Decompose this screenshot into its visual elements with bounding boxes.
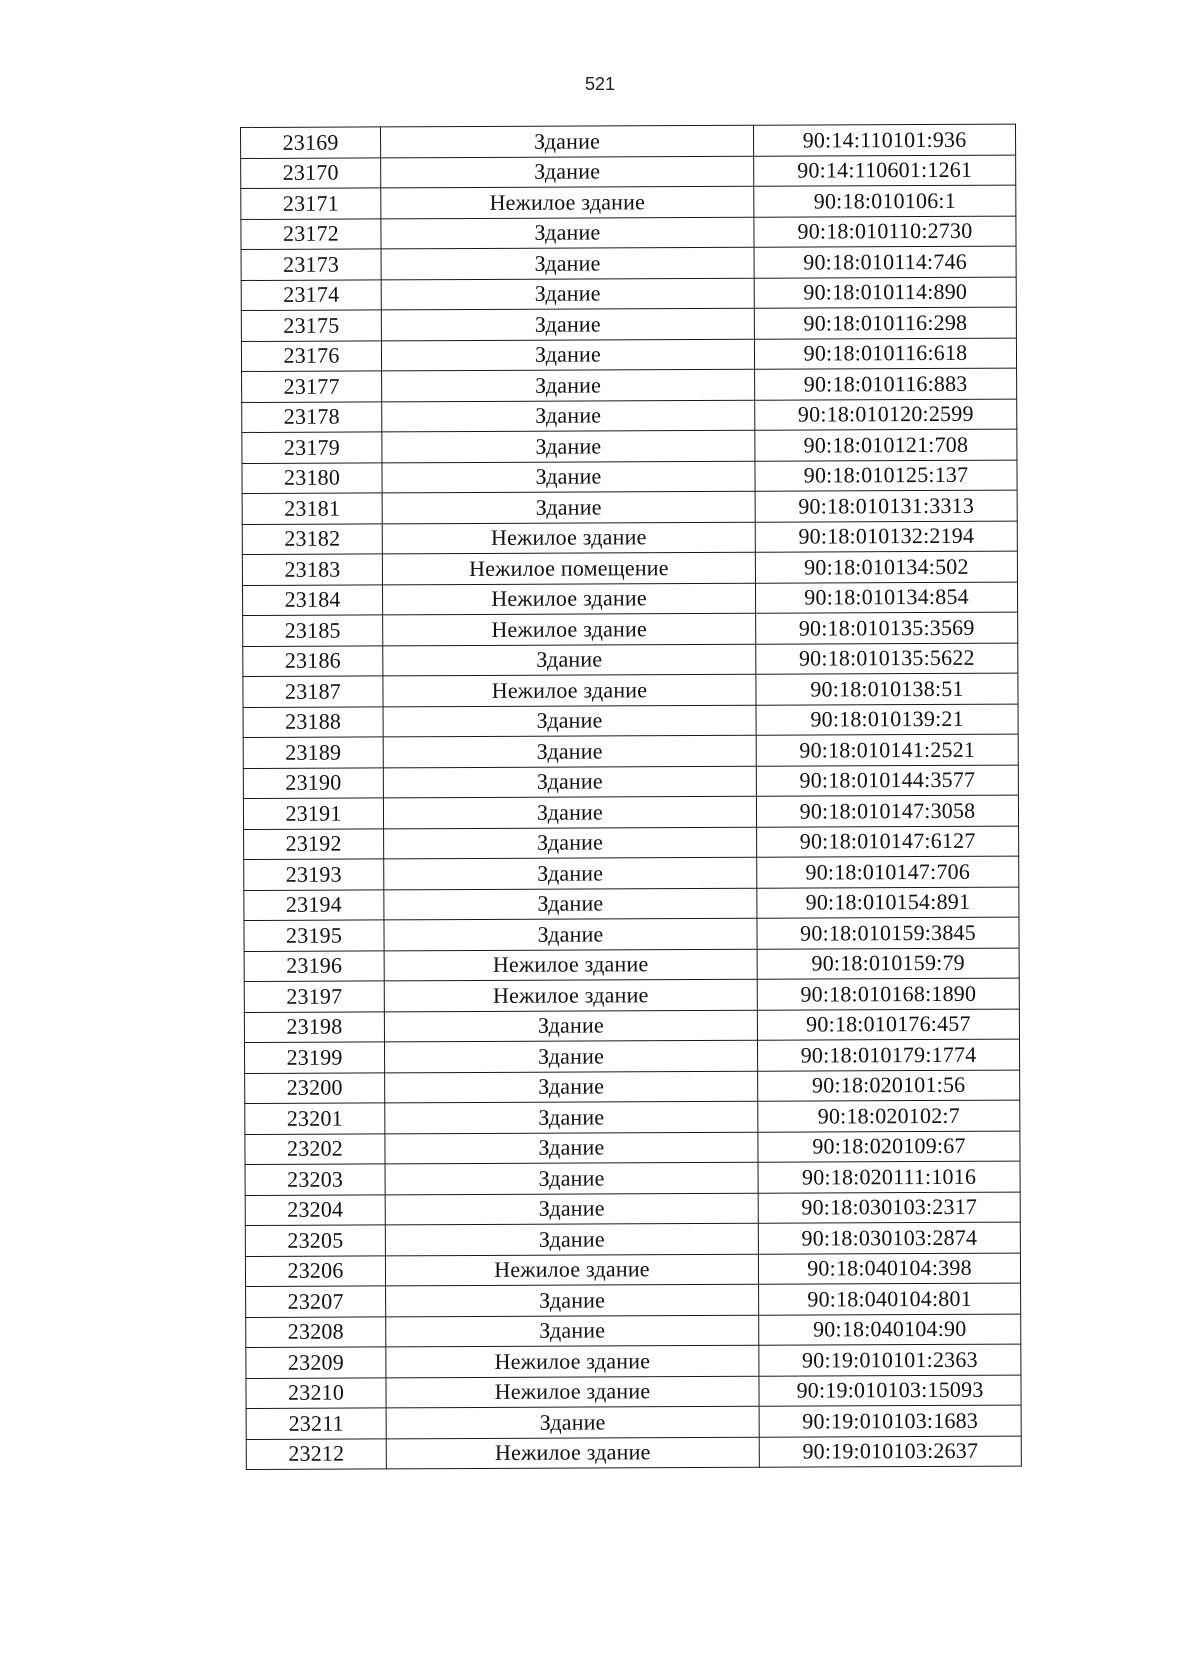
object-type-cell: Здание — [381, 278, 754, 310]
row-number-cell: 23199 — [244, 1042, 384, 1073]
row-number-cell: 23178 — [242, 401, 382, 432]
cadastral-number-cell: 90:18:020101:56 — [758, 1070, 1020, 1102]
table-row — [243, 795, 1018, 829]
row-number-cell: 23206 — [245, 1255, 385, 1286]
row-number-cell: 23193 — [244, 859, 384, 890]
row-number-cell: 23185 — [243, 615, 383, 646]
cadastral-number-cell: 90:18:010121:708 — [755, 429, 1017, 461]
row-number-cell: 23180 — [242, 462, 382, 493]
row-number-cell: 23197 — [244, 981, 384, 1012]
object-type-cell: Здание — [384, 888, 757, 920]
table-row — [244, 1039, 1019, 1073]
object-type-cell: Здание — [381, 247, 754, 279]
cadastral-number-cell: 90:18:010144:3577 — [756, 765, 1018, 797]
table-row — [245, 1222, 1020, 1256]
row-number-cell: 23201 — [245, 1103, 385, 1134]
cadastral-number-cell: 90:19:010103:1683 — [759, 1405, 1021, 1437]
row-number-cell: 23212 — [246, 1438, 386, 1469]
cadastral-number-cell: 90:18:010135:5622 — [756, 643, 1018, 675]
object-type-cell: Здание — [383, 796, 756, 828]
cadastral-number-cell: 90:18:020102:7 — [758, 1100, 1020, 1132]
row-number-cell: 23169 — [241, 127, 381, 158]
object-type-cell: Здание — [382, 461, 755, 493]
row-number-cell: 23205 — [245, 1225, 385, 1256]
table-row — [241, 124, 1016, 158]
cadastral-number-cell: 90:18:020109:67 — [758, 1131, 1020, 1163]
object-type-cell: Нежилое здание — [386, 1437, 759, 1469]
object-type-cell: Здание — [385, 1132, 758, 1164]
object-type-cell: Здание — [382, 491, 755, 523]
table-row — [241, 307, 1016, 341]
cadastral-number-cell: 90:18:010110:2730 — [754, 216, 1016, 248]
table-row — [241, 216, 1016, 250]
object-type-cell: Здание — [385, 1193, 758, 1225]
row-number-cell: 23188 — [243, 706, 383, 737]
row-number-cell: 23209 — [246, 1347, 386, 1378]
table-row — [242, 521, 1017, 555]
cadastral-number-cell: 90:18:040104:90 — [759, 1314, 1021, 1346]
table-row — [241, 277, 1016, 311]
cadastral-number-cell: 90:18:010134:502 — [755, 551, 1017, 583]
cadastral-number-cell: 90:18:010159:79 — [757, 948, 1019, 980]
table-row — [244, 978, 1019, 1012]
object-type-cell: Здание — [382, 400, 755, 432]
table-row — [241, 185, 1016, 219]
row-number-cell: 23198 — [244, 1011, 384, 1042]
table-row — [245, 1192, 1020, 1226]
object-type-cell: Здание — [384, 918, 757, 950]
row-number-cell: 23196 — [244, 950, 384, 981]
row-number-cell: 23208 — [246, 1316, 386, 1347]
table-row — [246, 1405, 1021, 1439]
table-row — [243, 673, 1018, 707]
object-type-cell: Здание — [383, 705, 756, 737]
table-row — [242, 551, 1017, 585]
object-type-cell: Здание — [386, 1284, 759, 1316]
row-number-cell: 23172 — [241, 218, 381, 249]
object-type-cell: Здание — [381, 339, 754, 371]
cadastral-number-cell: 90:19:010103:15093 — [759, 1375, 1021, 1407]
cadastral-number-cell: 90:18:010135:3569 — [756, 612, 1018, 644]
cadastral-number-cell: 90:18:010114:890 — [754, 277, 1016, 309]
cadastral-number-cell: 90:18:010154:891 — [757, 887, 1019, 919]
cadastral-number-cell: 90:18:010106:1 — [754, 185, 1016, 217]
object-type-cell: Нежилое здание — [385, 1254, 758, 1286]
row-number-cell: 23181 — [242, 493, 382, 524]
row-number-cell: 23203 — [245, 1164, 385, 1195]
table-row — [241, 338, 1016, 372]
row-number-cell: 23192 — [244, 828, 384, 859]
table-row — [241, 246, 1016, 280]
row-number-cell: 23202 — [245, 1133, 385, 1164]
object-type-cell: Нежилое здание — [384, 979, 757, 1011]
table-row — [245, 1100, 1020, 1134]
cadastral-number-cell: 90:18:030103:2874 — [758, 1222, 1020, 1254]
cadastral-number-cell: 90:18:010134:854 — [755, 582, 1017, 614]
row-number-cell: 23187 — [243, 676, 383, 707]
row-number-cell: 23177 — [242, 371, 382, 402]
row-number-cell: 23186 — [243, 645, 383, 676]
table-row — [246, 1283, 1021, 1317]
object-type-cell: Нежилое здание — [383, 613, 756, 645]
row-number-cell: 23194 — [244, 889, 384, 920]
row-number-cell: 23170 — [241, 157, 381, 188]
cadastral-number-cell: 90:18:010120:2599 — [755, 399, 1017, 431]
object-type-cell: Здание — [383, 735, 756, 767]
object-type-cell: Здание — [386, 1315, 759, 1347]
object-type-cell: Здание — [384, 1040, 757, 1072]
table-row — [244, 826, 1019, 860]
table-row — [245, 1253, 1020, 1287]
table-row — [245, 1131, 1020, 1165]
table-row — [243, 765, 1018, 799]
cadastral-number-cell: 90:18:010116:883 — [755, 368, 1017, 400]
cadastral-number-cell: 90:18:010147:6127 — [757, 826, 1019, 858]
object-type-cell: Здание — [386, 1406, 759, 1438]
table-row — [242, 582, 1017, 616]
table-row — [245, 1161, 1020, 1195]
cadastral-number-cell: 90:19:010103:2637 — [759, 1436, 1021, 1468]
object-type-cell: Здание — [382, 430, 755, 462]
object-type-cell: Здание — [381, 308, 754, 340]
table-row — [246, 1375, 1021, 1409]
object-type-cell: Нежилое здание — [381, 186, 754, 218]
cadastral-number-cell: 90:18:010159:3845 — [757, 917, 1019, 949]
cadastral-number-cell: 90:18:010139:21 — [756, 704, 1018, 736]
table-row — [243, 734, 1018, 768]
object-type-cell: Здание — [383, 766, 756, 798]
object-type-cell: Здание — [385, 1071, 758, 1103]
row-number-cell: 23210 — [246, 1377, 386, 1408]
cadastral-number-cell: 90:18:040104:398 — [758, 1253, 1020, 1285]
row-number-cell: 23175 — [241, 310, 381, 341]
table-row — [243, 612, 1018, 646]
object-type-cell: Здание — [382, 369, 755, 401]
cadastral-number-cell: 90:18:010125:137 — [755, 460, 1017, 492]
row-number-cell: 23183 — [242, 554, 382, 585]
object-type-cell: Здание — [385, 1162, 758, 1194]
object-type-cell: Нежилое здание — [382, 583, 755, 615]
row-number-cell: 23179 — [242, 432, 382, 463]
row-number-cell: 23190 — [243, 767, 383, 798]
row-number-cell: 23204 — [245, 1194, 385, 1225]
cadastral-number-cell: 90:18:010114:746 — [754, 246, 1016, 278]
table-row — [245, 1070, 1020, 1104]
row-number-cell: 23200 — [245, 1072, 385, 1103]
cadastral-number-cell: 90:18:010147:3058 — [756, 795, 1018, 827]
object-type-cell: Нежилое здание — [384, 949, 757, 981]
table-row — [244, 917, 1019, 951]
row-number-cell: 23171 — [241, 188, 381, 219]
cadastral-number-cell: 90:14:110601:1261 — [754, 155, 1016, 187]
row-number-cell: 23176 — [241, 340, 381, 371]
cadastral-number-cell: 90:14:110101:936 — [753, 124, 1015, 156]
table-row — [242, 429, 1017, 463]
table-body — [241, 124, 1022, 1469]
object-type-cell: Нежилое здание — [382, 522, 755, 554]
cadastral-number-cell: 90:18:010147:706 — [757, 856, 1019, 888]
cadastral-number-cell: 90:18:010176:457 — [757, 1009, 1019, 1041]
object-type-cell: Здание — [381, 217, 754, 249]
cadastral-number-cell: 90:18:010116:298 — [754, 307, 1016, 339]
row-number-cell: 23191 — [243, 798, 383, 829]
cadastral-number-cell: 90:18:010138:51 — [756, 673, 1018, 705]
object-type-cell: Здание — [383, 644, 756, 676]
cadastral-number-cell: 90:18:010131:3313 — [755, 490, 1017, 522]
row-number-cell: 23184 — [242, 584, 382, 615]
row-number-cell: 23207 — [246, 1286, 386, 1317]
row-number-cell: 23174 — [241, 279, 381, 310]
table-row — [241, 155, 1016, 189]
cadastral-number-cell: 90:18:010168:1890 — [757, 978, 1019, 1010]
table-row — [244, 887, 1019, 921]
table-row — [242, 399, 1017, 433]
table-row — [246, 1344, 1021, 1378]
row-number-cell: 23189 — [243, 737, 383, 768]
object-type-cell: Здание — [381, 156, 754, 188]
object-type-cell: Нежилое помещение — [382, 552, 755, 584]
cadastral-number-cell: 90:18:010132:2194 — [755, 521, 1017, 553]
object-type-cell: Здание — [385, 1101, 758, 1133]
table-row — [242, 490, 1017, 524]
table-row — [242, 368, 1017, 402]
registry-table — [240, 124, 1022, 1470]
table-row — [244, 856, 1019, 890]
cadastral-number-cell: 90:18:040104:801 — [759, 1283, 1021, 1315]
object-type-cell: Здание — [384, 857, 757, 889]
row-number-cell: 23182 — [242, 523, 382, 554]
cadastral-number-cell: 90:18:010179:1774 — [757, 1039, 1019, 1071]
table-row — [244, 948, 1019, 982]
object-type-cell: Здание — [385, 1223, 758, 1255]
row-number-cell: 23173 — [241, 249, 381, 280]
cadastral-number-cell: 90:18:020111:1016 — [758, 1161, 1020, 1193]
object-type-cell: Здание — [384, 827, 757, 859]
object-type-cell: Здание — [381, 125, 754, 157]
row-number-cell: 23211 — [246, 1408, 386, 1439]
table-row — [243, 704, 1018, 738]
object-type-cell: Нежилое здание — [383, 674, 756, 706]
row-number-cell: 23195 — [244, 920, 384, 951]
cadastral-number-cell: 90:19:010101:2363 — [759, 1344, 1021, 1376]
table-row — [242, 460, 1017, 494]
table-row — [243, 643, 1018, 677]
object-type-cell: Нежилое здание — [386, 1345, 759, 1377]
cadastral-number-cell: 90:18:010141:2521 — [756, 734, 1018, 766]
cadastral-number-cell: 90:18:030103:2317 — [758, 1192, 1020, 1224]
table-row — [244, 1009, 1019, 1043]
object-type-cell: Здание — [384, 1010, 757, 1042]
object-type-cell: Нежилое здание — [386, 1376, 759, 1408]
page-number: 521 — [584, 74, 616, 94]
cadastral-number-cell: 90:18:010116:618 — [754, 338, 1016, 370]
table-row — [246, 1436, 1021, 1470]
table-row — [246, 1314, 1021, 1348]
